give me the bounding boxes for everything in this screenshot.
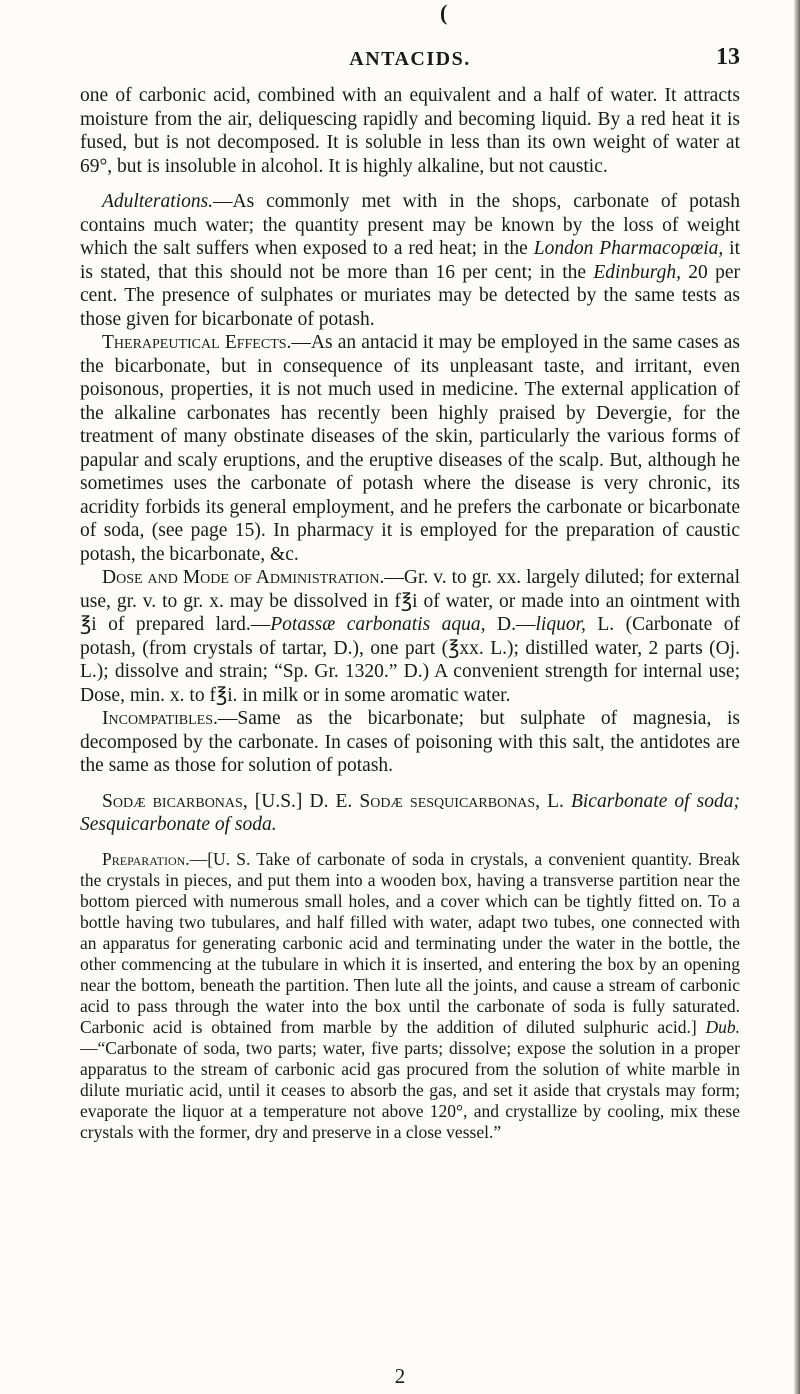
- text-run: —[U. S. Take of carbonate of soda in crystals, a convenient quantity. Break the crystals in pieces, and put them into a wooden box, having a transverse partition near the bottom pierced with numerous small holes, and a cover which can be tightly fitted on. To a bottle having two tubulares, and half filled with water, adapt two tubes, one connected with an apparatus for generating carbonic acid and terminating under the water in the bottle, the other commencing at the tubulare in which it is inserted, and entering the box by an opening near the bottom, beneath the partition. Then lute all the joints, and cause a stream of carbonic acid to pass through the water into the box until the carbonate of soda is fully saturated. Carbonic acid is obtained from marble by the addition of diluted sulphuric acid.]: [80, 848, 740, 1037]
- section-lead-preparation: Preparation.: [102, 848, 190, 869]
- italic-run: Dub.: [705, 1016, 740, 1037]
- text-run: it is stated, that this should not be more than 16 per cent; in the: [80, 238, 740, 283]
- margin-mark: (: [440, 0, 448, 25]
- text-run: 20 per cent. The presence of sulphates or muriates may be detected by the same tests as those given for bicarbonate of potash.: [80, 261, 740, 330]
- italic-run: Bicarbonate of soda; Sesquicarbonate of soda.: [80, 790, 740, 835]
- signature-mark: 2: [394, 1364, 406, 1388]
- text-run: L.: [540, 790, 571, 812]
- text-run: —As an antacid it may be employed in the same cases as the bicarbonate, but in consequence of its unpleasant taste, and irritant, even poisonous, properties, it is not much used in medicine. The external application of the alkaline carbonates has recently been highly praised by Devergie, for the treatment of many obstinate diseases of the skin, particularly the various forms of papular and scaly eruptions, and the eruptive diseases of the scalp. But, although he sometimes uses the carbonate of potash where the disease is very chronic, its acridity forbids its general employment, and he prefers the carbonate or bicarbonate of soda, (see page 15). In pharmacy it is employed for the preparation of caustic potash, the bicarbonate, &c.: [80, 332, 740, 565]
- page-edge-shadow: [794, 0, 800, 1394]
- italic-run: London Pharmacopœia,: [533, 238, 724, 259]
- page-number: 13: [716, 44, 740, 70]
- text-run: [U.S.] D. E.: [247, 790, 360, 812]
- paragraph-preparation: [80, 849, 740, 1143]
- paragraph-sodae-bicarbonas: [80, 790, 740, 837]
- text-run: L. (Carbonate of potash, (from crystals of tartar, D.), one part (℥xx. L.); distilled water, 2 parts (Oj. L.); dissolve and strain; “Sp. Gr. 1320.” D.) A convenient strength for internal use; Dose, min. x. to f℥i. in milk or in some aromatic water.: [80, 614, 740, 706]
- paragraph-incompatibles: [80, 707, 740, 778]
- italic-run: Potassæ carbonatis aqua,: [270, 614, 486, 635]
- running-title: ANTACIDS.: [349, 48, 471, 70]
- text-run: D.—: [485, 614, 536, 635]
- paragraph-therapeutical: [80, 331, 740, 566]
- italic-run: liquor,: [535, 614, 586, 635]
- section-lead-adulterations: Adulterations.: [102, 191, 214, 212]
- body-text: [80, 84, 740, 1143]
- section-lead-dose: Dose and Mode of Administration.: [102, 567, 385, 588]
- running-header: [80, 0, 740, 76]
- section-lead-incompatibles: Incompatibles.: [102, 708, 218, 729]
- text-run: —Gr. v. to gr. xx. largely diluted; for external use, gr. v. to gr. x. may be dissolved in f℥i of water, or made into an ointment with ℥i of prepared lard.—: [80, 567, 740, 635]
- text-run: —“Carbonate of soda, two parts; water, five parts; dissolve; expose the solution in a proper apparatus to the stream of carbonic acid gas procured from the solution of white marble in dilute muriatic acid, until it ceases to absorb the gas, and set it aside that crystals may form; evaporate the liquor at a temperature not above 120°, and crystallize by cooling, mix these crystals with the former, dry and preserve in a close vessel.”: [80, 1037, 740, 1142]
- paragraph-continuation: one of carbonic acid, combined with an equivalent and a half of water. It attracts moisture from the air, deliquescing rapidly and becoming liquid. By a red heat it is fused, but is not decomposed. It is soluble in less than its own weight of water at 69°, but is insoluble in alcohol. It is highly alkaline, but not caustic.: [80, 85, 740, 177]
- drug-name-sodae-sesquicarbonas: Sodæ sesquicarbonas,: [359, 790, 541, 812]
- paragraph-adulterations: [80, 190, 740, 331]
- drug-name-sodae-bicarbonas: Sodæ bicarbonas,: [102, 790, 248, 812]
- paragraph-dose: [80, 566, 740, 707]
- italic-run: Edinburgh,: [593, 261, 681, 283]
- section-lead-therapeutical: Therapeutical Effects.: [102, 332, 292, 353]
- text-run: —As commonly met with in the shops, carbonate of potash contains much water; the quantity present may be known by the loss of weight which the salt suffers when exposed to a red heat; in the: [80, 191, 740, 259]
- text-run: —Same as the bicarbonate; but sulphate of magnesia, is decomposed by the carbonate. In cases of poisoning with this salt, the antidotes are the same as those for solution of potash.: [80, 708, 740, 776]
